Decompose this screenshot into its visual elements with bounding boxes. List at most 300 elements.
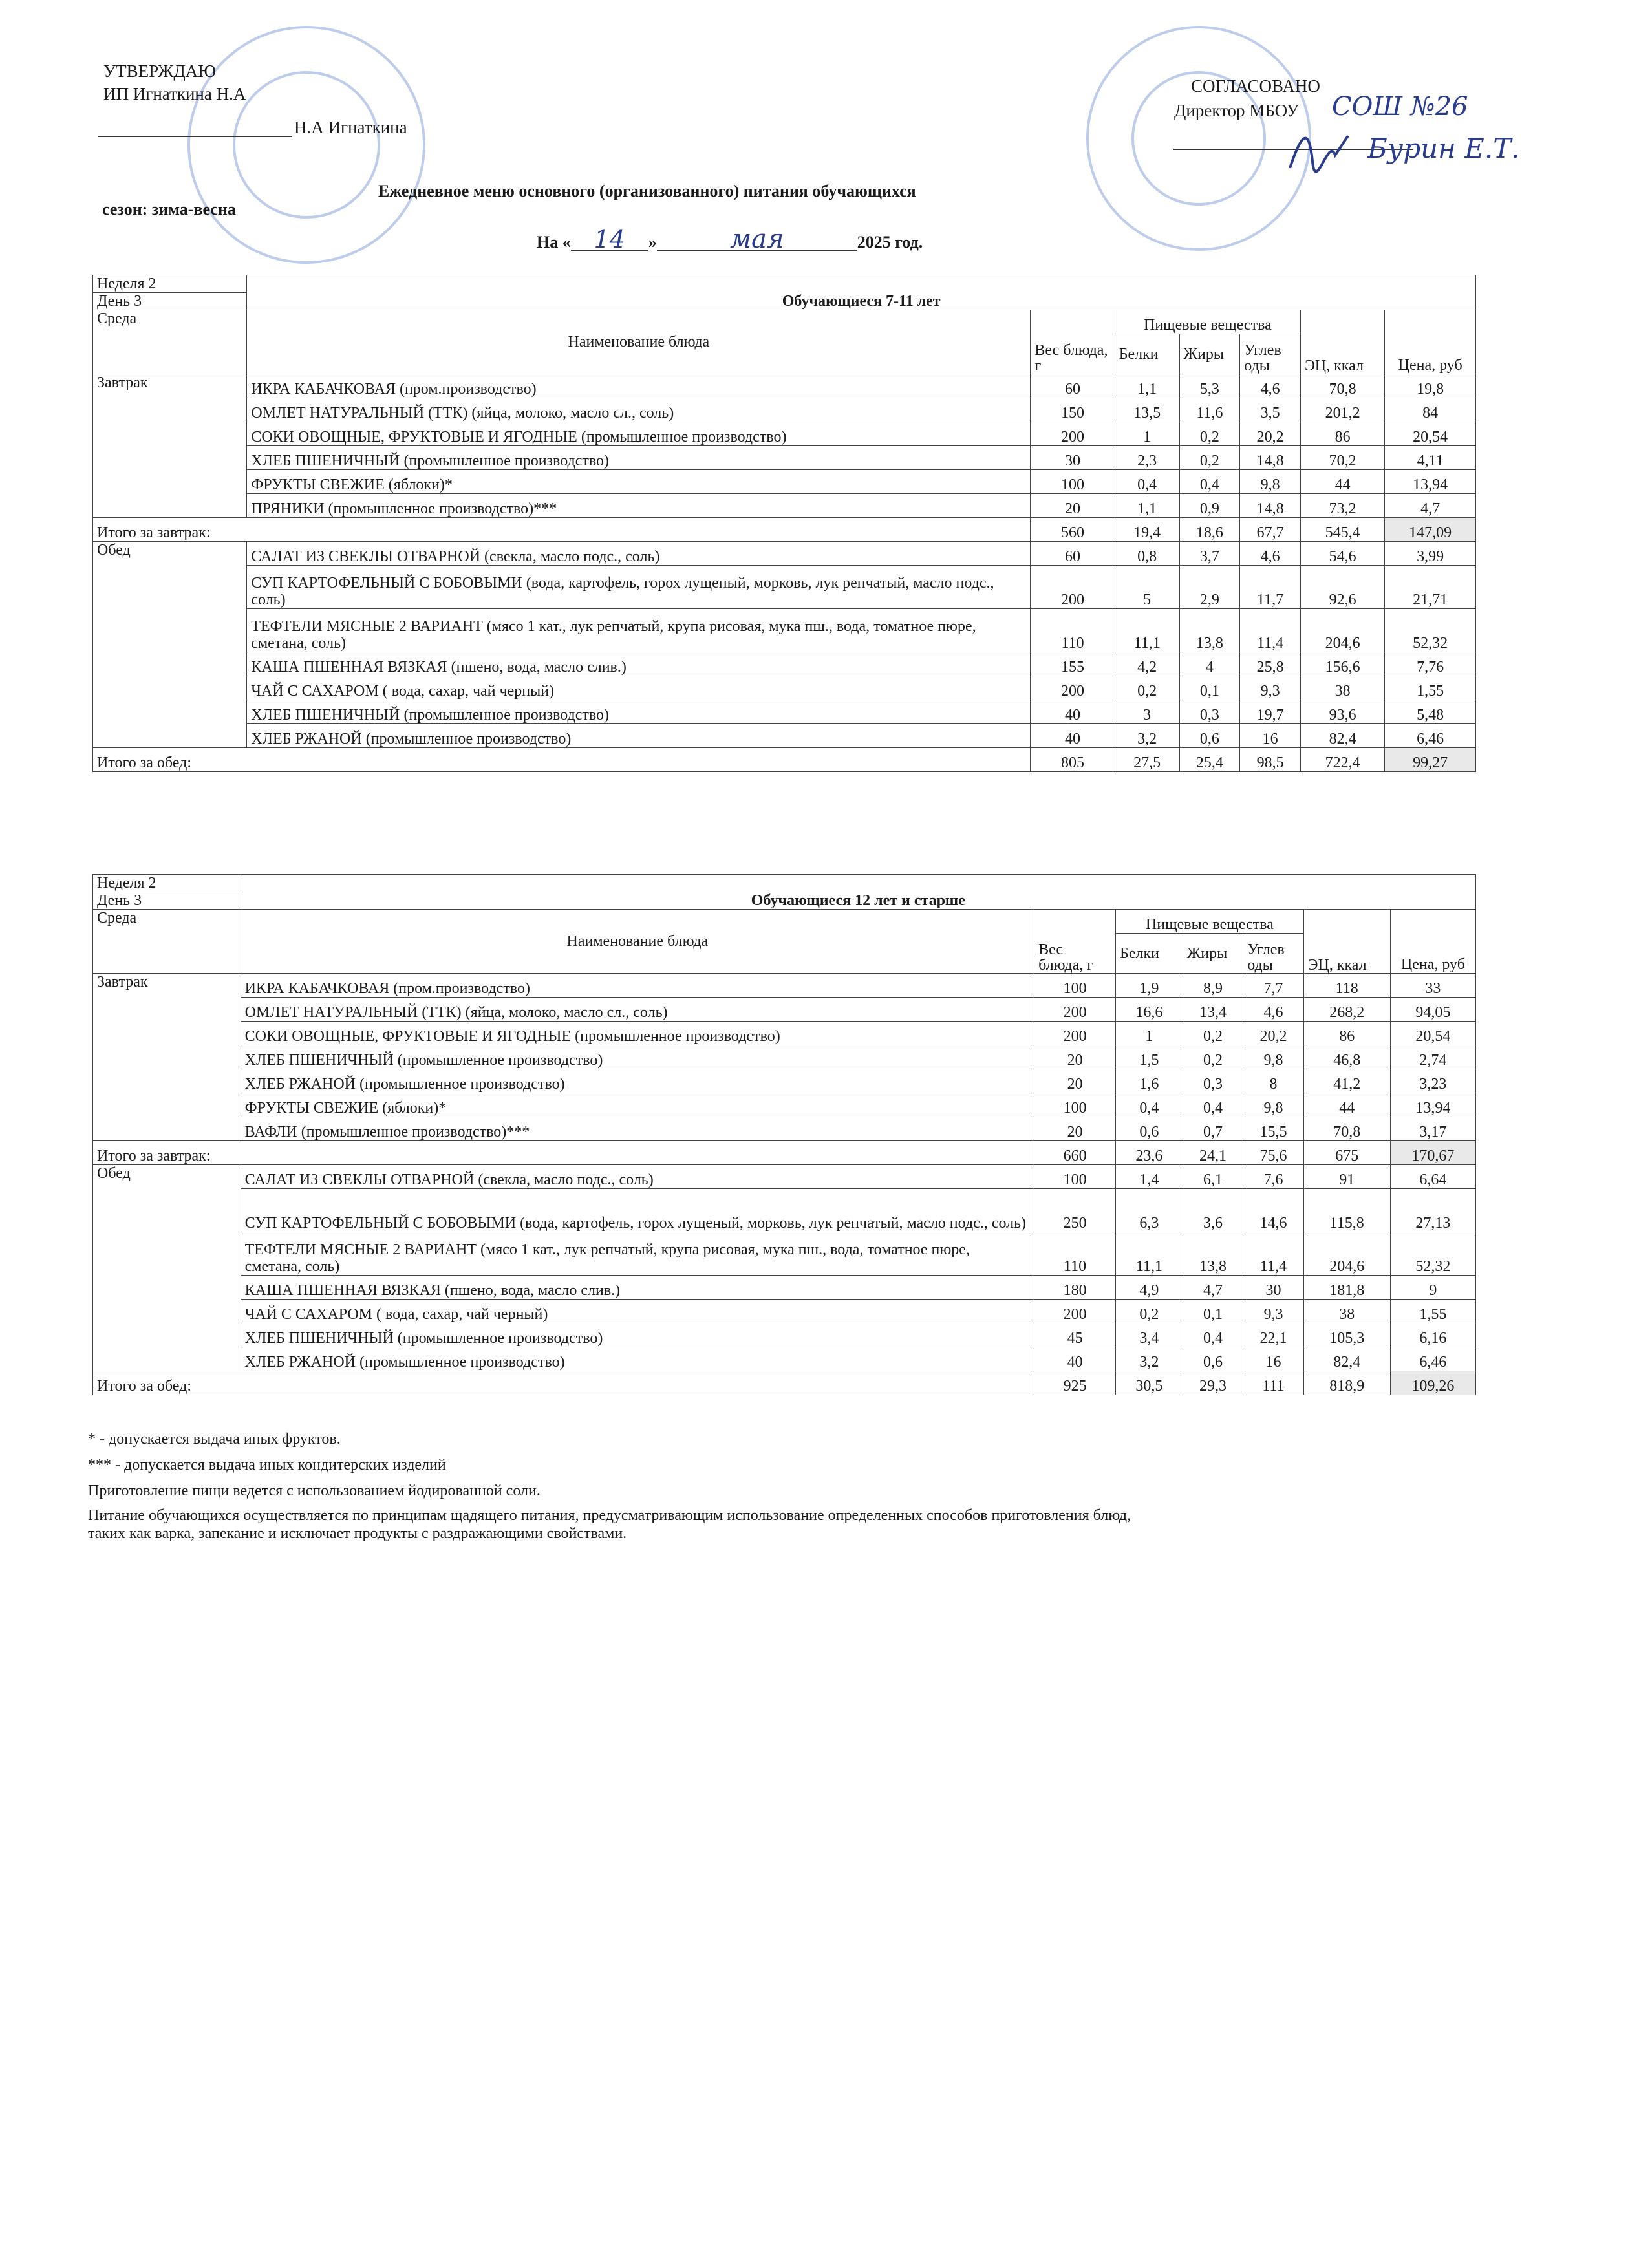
carbs-cell: 8 — [1243, 1069, 1303, 1093]
dish-name: КАША ПШЕННАЯ ВЯЗКАЯ (пшено, вода, масло слив.) — [241, 1276, 1034, 1300]
table-row — [93, 566, 1476, 609]
price-cell: 21,71 — [1385, 566, 1476, 609]
price-cell: 2,74 — [1390, 1045, 1475, 1069]
carbs-cell: 9,8 — [1240, 470, 1301, 494]
total-row — [93, 1371, 1476, 1395]
price-cell: 109,26 — [1390, 1371, 1475, 1395]
price-cell: 20,54 — [1385, 422, 1476, 446]
energy-cell: 82,4 — [1300, 724, 1384, 748]
document-title: Ежедневное меню основного (организованного) питания обучающихся — [378, 182, 916, 200]
weight-cell: 20 — [1034, 1069, 1116, 1093]
protein-cell: 0,6 — [1116, 1117, 1183, 1141]
weight-cell: 200 — [1031, 676, 1115, 700]
fat-cell: 4,7 — [1183, 1276, 1243, 1300]
protein-cell: 16,6 — [1116, 998, 1183, 1022]
protein-cell: 3,2 — [1115, 724, 1179, 748]
group-title: Обучающиеся 7-11 лет — [247, 275, 1476, 310]
carbs-cell: 9,8 — [1243, 1093, 1303, 1117]
weight-cell: 560 — [1031, 518, 1115, 542]
weight-cell: 805 — [1031, 748, 1115, 772]
meal-label: Завтрак — [93, 974, 241, 1141]
agreed-handwritten-name: Бурин Е.Т. — [1367, 133, 1520, 164]
dish-name: СУП КАРТОФЕЛЬНЫЙ С БОБОВЫМИ (вода, картофель, горох лущеный, морковь, лук репчатый, масло подс., соль) — [241, 1189, 1034, 1232]
carbs-cell: 9,3 — [1240, 676, 1301, 700]
energy-cell: 38 — [1303, 1300, 1390, 1323]
agreed-signature — [1283, 123, 1355, 184]
weight-cell: 250 — [1034, 1189, 1116, 1232]
weight-cell: 60 — [1031, 374, 1115, 398]
price-cell: 52,32 — [1385, 609, 1476, 652]
fat-cell: 4 — [1179, 652, 1240, 676]
dish-name: СОКИ ОВОЩНЫЕ, ФРУКТОВЫЕ И ЯГОДНЫЕ (промышленное производство) — [241, 1022, 1034, 1045]
fat-cell: 0,4 — [1179, 470, 1240, 494]
left-stamp-inner — [233, 71, 380, 219]
carbs-cell: 15,5 — [1243, 1117, 1303, 1141]
table-row — [93, 609, 1476, 652]
protein-cell: 3 — [1115, 700, 1179, 724]
weight-cell: 925 — [1034, 1371, 1116, 1395]
table-row — [93, 422, 1476, 446]
carbs-cell: 14,8 — [1240, 494, 1301, 518]
dish-name: КАША ПШЕННАЯ ВЯЗКАЯ (пшено, вода, масло слив.) — [247, 652, 1031, 676]
price-cell: 4,7 — [1385, 494, 1476, 518]
dish-name: СОКИ ОВОЩНЫЕ, ФРУКТОВЫЕ И ЯГОДНЫЕ (промышленное производство) — [247, 422, 1031, 446]
approve-signer: Н.А Игнаткина — [294, 118, 407, 137]
fat-cell: 11,6 — [1179, 398, 1240, 422]
price-cell: 27,13 — [1390, 1189, 1475, 1232]
price-cell: 6,46 — [1390, 1347, 1475, 1371]
fat-cell: 0,4 — [1183, 1093, 1243, 1117]
energy-cell: 41,2 — [1303, 1069, 1390, 1093]
table-row — [93, 652, 1476, 676]
carbs-cell: 19,7 — [1240, 700, 1301, 724]
col-carbs-header: Углев оды — [1240, 334, 1301, 374]
energy-cell: 82,4 — [1303, 1347, 1390, 1371]
col-protein-header: Белки — [1115, 334, 1179, 374]
approve-org: ИП Игнаткина Н.А — [103, 84, 246, 103]
energy-cell: 201,2 — [1300, 398, 1384, 422]
breakfast-rows-12-plus — [93, 974, 1476, 1141]
fat-cell: 8,9 — [1183, 974, 1243, 998]
weight-cell: 100 — [1034, 1165, 1116, 1189]
energy-cell: 115,8 — [1303, 1189, 1390, 1232]
weight-cell: 20 — [1034, 1045, 1116, 1069]
col-name-header: Наименование блюда — [247, 310, 1031, 374]
date-month: мая — [657, 230, 857, 251]
table-row — [93, 1232, 1476, 1276]
price-cell: 147,09 — [1385, 518, 1476, 542]
fat-cell: 24,1 — [1183, 1141, 1243, 1165]
weight-cell: 20 — [1034, 1117, 1116, 1141]
carbs-cell: 16 — [1240, 724, 1301, 748]
price-cell: 19,8 — [1385, 374, 1476, 398]
weight-cell: 110 — [1031, 609, 1115, 652]
energy-cell: 204,6 — [1300, 609, 1384, 652]
lunch-rows-7-11 — [93, 542, 1476, 748]
lunch-rows-12-plus — [93, 1165, 1476, 1371]
protein-cell: 1 — [1115, 422, 1179, 446]
energy-cell: 545,4 — [1300, 518, 1384, 542]
fat-cell: 5,3 — [1179, 374, 1240, 398]
price-cell: 4,11 — [1385, 446, 1476, 470]
table-row — [93, 1323, 1476, 1347]
group-title: Обучающиеся 12 лет и старше — [241, 875, 1475, 910]
fat-cell: 0,2 — [1179, 446, 1240, 470]
agreed-title: СОГЛАСОВАНО — [1191, 76, 1320, 96]
note-confectionery: *** - допускается выдача иных кондитерских изделий — [88, 1457, 446, 1473]
weight-cell: 110 — [1034, 1232, 1116, 1276]
carbs-cell: 11,4 — [1240, 609, 1301, 652]
breakfast-rows-7-11 — [93, 374, 1476, 518]
weight-cell: 180 — [1034, 1276, 1116, 1300]
weight-cell: 40 — [1034, 1347, 1116, 1371]
protein-cell: 0,2 — [1115, 676, 1179, 700]
dish-name: ТЕФТЕЛИ МЯСНЫЕ 2 ВАРИАНТ (мясо 1 кат., лук репчатый, крупа рисовая, мука пш., вода, томатное пюре, сметана, соль) — [241, 1232, 1034, 1276]
energy-cell: 70,8 — [1300, 374, 1384, 398]
fat-cell: 13,8 — [1183, 1232, 1243, 1276]
col-fat-header: Жиры — [1179, 334, 1240, 374]
carbs-cell: 11,4 — [1243, 1232, 1303, 1276]
fat-cell: 0,2 — [1179, 422, 1240, 446]
protein-cell: 27,5 — [1115, 748, 1179, 772]
fat-cell: 0,6 — [1183, 1347, 1243, 1371]
carbs-cell: 4,6 — [1240, 374, 1301, 398]
price-cell: 3,17 — [1390, 1117, 1475, 1141]
dish-name: ХЛЕБ РЖАНОЙ (промышленное производство) — [241, 1069, 1034, 1093]
carbs-cell: 11,7 — [1240, 566, 1301, 609]
weight-cell: 150 — [1031, 398, 1115, 422]
total-label: Итого за обед: — [93, 1371, 1034, 1395]
dish-name: ХЛЕБ ПШЕНИЧНЫЙ (промышленное производство) — [241, 1323, 1034, 1347]
protein-cell: 2,3 — [1115, 446, 1179, 470]
note-iodized-salt: Приготовление пищи ведется с использованием йодированной соли. — [88, 1482, 541, 1499]
fat-cell: 3,6 — [1183, 1189, 1243, 1232]
energy-cell: 268,2 — [1303, 998, 1390, 1022]
total-label: Итого за завтрак: — [93, 1141, 1034, 1165]
carbs-cell: 9,3 — [1243, 1300, 1303, 1323]
table-row — [93, 1189, 1476, 1232]
price-cell: 6,16 — [1390, 1323, 1475, 1347]
energy-cell: 156,6 — [1300, 652, 1384, 676]
weight-cell: 200 — [1034, 998, 1116, 1022]
energy-cell: 70,2 — [1300, 446, 1384, 470]
carbs-cell: 3,5 — [1240, 398, 1301, 422]
protein-cell: 1,5 — [1116, 1045, 1183, 1069]
fat-cell: 25,4 — [1179, 748, 1240, 772]
fat-cell: 18,6 — [1179, 518, 1240, 542]
weight-cell: 200 — [1034, 1300, 1116, 1323]
protein-cell: 0,2 — [1116, 1300, 1183, 1323]
table-row — [93, 974, 1476, 998]
carbs-cell: 14,8 — [1240, 446, 1301, 470]
price-cell: 9 — [1390, 1276, 1475, 1300]
protein-cell: 4,9 — [1116, 1276, 1183, 1300]
protein-cell: 1,9 — [1116, 974, 1183, 998]
fat-cell: 6,1 — [1183, 1165, 1243, 1189]
energy-cell: 818,9 — [1303, 1371, 1390, 1395]
carbs-cell: 75,6 — [1243, 1141, 1303, 1165]
energy-cell: 118 — [1303, 974, 1390, 998]
dish-name: ИКРА КАБАЧКОВАЯ (пром.производство) — [247, 374, 1031, 398]
table-row — [93, 1022, 1476, 1045]
dish-name: ОМЛЕТ НАТУРАЛЬНЫЙ (ТТК) (яйца, молоко, масло сл., соль) — [247, 398, 1031, 422]
fat-cell: 0,7 — [1183, 1117, 1243, 1141]
protein-cell: 1 — [1116, 1022, 1183, 1045]
table-row — [93, 1165, 1476, 1189]
table-row — [93, 1276, 1476, 1300]
fat-cell: 0,2 — [1183, 1022, 1243, 1045]
price-cell: 7,76 — [1385, 652, 1476, 676]
menu-table-7-11 — [92, 275, 1476, 772]
protein-cell: 11,1 — [1116, 1232, 1183, 1276]
carbs-cell: 16 — [1243, 1347, 1303, 1371]
fat-cell: 13,4 — [1183, 998, 1243, 1022]
week-label: Неделя 2 — [93, 875, 241, 892]
fat-cell: 13,8 — [1179, 609, 1240, 652]
dish-name: ХЛЕБ ПШЕНИЧНЫЙ (промышленное производство) — [247, 446, 1031, 470]
table-row — [93, 398, 1476, 422]
weight-cell: 100 — [1031, 470, 1115, 494]
note-gentle-diet: Питание обучающихся осуществляется по принципам щадящего питания, предусматривающим использование определенных способов приготовления блюд, — [88, 1507, 1131, 1524]
table-row — [93, 1069, 1476, 1093]
price-cell: 20,54 — [1390, 1022, 1475, 1045]
table-row — [93, 700, 1476, 724]
dish-name: ФРУКТЫ СВЕЖИЕ (яблоки)* — [241, 1093, 1034, 1117]
table-row — [93, 470, 1476, 494]
fat-cell: 29,3 — [1183, 1371, 1243, 1395]
energy-cell: 86 — [1303, 1022, 1390, 1045]
dish-name: ЧАЙ С САХАРОМ ( вода, сахар, чай черный) — [241, 1300, 1034, 1323]
price-cell: 3,99 — [1385, 542, 1476, 566]
dish-name: САЛАТ ИЗ СВЕКЛЫ ОТВАРНОЙ (свекла, масло подс., соль) — [247, 542, 1031, 566]
energy-cell: 105,3 — [1303, 1323, 1390, 1347]
protein-cell: 30,5 — [1116, 1371, 1183, 1395]
weight-cell: 100 — [1034, 1093, 1116, 1117]
menu-table-12-plus — [92, 874, 1476, 1395]
meal-label: Обед — [93, 542, 247, 748]
col-energy-header: ЭЦ, ккал — [1303, 910, 1390, 974]
dish-name: ВАФЛИ (промышленное производство)*** — [241, 1117, 1034, 1141]
note-fruits: * - допускается выдача иных фруктов. — [88, 1431, 341, 1448]
protein-cell: 5 — [1115, 566, 1179, 609]
date-day: 14 — [571, 230, 648, 251]
energy-cell: 38 — [1300, 676, 1384, 700]
table-row — [93, 446, 1476, 470]
table-row — [93, 1347, 1476, 1371]
protein-cell: 1,1 — [1115, 494, 1179, 518]
weekday-label: Среда — [93, 910, 241, 974]
table-row — [93, 1117, 1476, 1141]
col-carbs-header: Углев оды — [1243, 934, 1303, 974]
energy-cell: 70,8 — [1303, 1117, 1390, 1141]
season-label: сезон: зима-весна — [102, 200, 236, 219]
total-label: Итого за обед: — [93, 748, 1031, 772]
carbs-cell: 4,6 — [1240, 542, 1301, 566]
col-weight-header: Вес блюда, г — [1031, 310, 1115, 374]
dish-name: СУП КАРТОФЕЛЬНЫЙ С БОБОВЫМИ (вода, картофель, горох лущеный, морковь, лук репчатый, масло подс., соль) — [247, 566, 1031, 609]
protein-cell: 0,4 — [1116, 1093, 1183, 1117]
dish-name: ОМЛЕТ НАТУРАЛЬНЫЙ (ТТК) (яйца, молоко, масло сл., соль) — [241, 998, 1034, 1022]
protein-cell: 3,2 — [1116, 1347, 1183, 1371]
dish-name: ХЛЕБ ПШЕНИЧНЫЙ (промышленное производство) — [241, 1045, 1034, 1069]
energy-cell: 204,6 — [1303, 1232, 1390, 1276]
price-cell: 99,27 — [1385, 748, 1476, 772]
dish-name: ФРУКТЫ СВЕЖИЕ (яблоки)* — [247, 470, 1031, 494]
weight-cell: 100 — [1034, 974, 1116, 998]
price-cell: 13,94 — [1385, 470, 1476, 494]
protein-cell: 23,6 — [1116, 1141, 1183, 1165]
fat-cell: 0,6 — [1179, 724, 1240, 748]
protein-cell: 13,5 — [1115, 398, 1179, 422]
price-cell: 13,94 — [1390, 1093, 1475, 1117]
fat-cell: 0,1 — [1179, 676, 1240, 700]
col-fat-header: Жиры — [1183, 934, 1243, 974]
energy-cell: 93,6 — [1300, 700, 1384, 724]
protein-cell: 3,4 — [1116, 1323, 1183, 1347]
day-label: День 3 — [93, 892, 241, 910]
weight-cell: 660 — [1034, 1141, 1116, 1165]
price-cell: 1,55 — [1390, 1300, 1475, 1323]
col-price-header: Цена, руб — [1390, 910, 1475, 974]
carbs-cell: 30 — [1243, 1276, 1303, 1300]
fat-cell: 3,7 — [1179, 542, 1240, 566]
table-row — [93, 1093, 1476, 1117]
protein-cell: 1,6 — [1116, 1069, 1183, 1093]
dish-name: ИКРА КАБАЧКОВАЯ (пром.производство) — [241, 974, 1034, 998]
carbs-cell: 20,2 — [1240, 422, 1301, 446]
date-line — [537, 224, 923, 254]
price-cell: 52,32 — [1390, 1232, 1475, 1276]
breakfast-total-12-plus — [93, 1141, 1476, 1165]
col-nutrients-header: Пищевые вещества — [1116, 910, 1304, 934]
dish-name: ХЛЕБ РЖАНОЙ (промышленное производство) — [247, 724, 1031, 748]
dish-name: ХЛЕБ ПШЕНИЧНЫЙ (промышленное производство) — [247, 700, 1031, 724]
carbs-cell: 67,7 — [1240, 518, 1301, 542]
weight-cell: 20 — [1031, 494, 1115, 518]
protein-cell: 1,1 — [1115, 374, 1179, 398]
breakfast-total-7-11 — [93, 518, 1476, 542]
table-row — [93, 374, 1476, 398]
weight-cell: 45 — [1034, 1323, 1116, 1347]
energy-cell: 181,8 — [1303, 1276, 1390, 1300]
fat-cell: 0,9 — [1179, 494, 1240, 518]
energy-cell: 92,6 — [1300, 566, 1384, 609]
protein-cell: 4,2 — [1115, 652, 1179, 676]
weight-cell: 155 — [1031, 652, 1115, 676]
agreed-position: Директор МБОУ — [1174, 101, 1299, 120]
table-row — [93, 676, 1476, 700]
price-cell: 94,05 — [1390, 998, 1475, 1022]
total-row — [93, 748, 1476, 772]
price-cell: 1,55 — [1385, 676, 1476, 700]
week-label: Неделя 2 — [93, 275, 247, 293]
carbs-cell: 4,6 — [1243, 998, 1303, 1022]
table-row — [93, 494, 1476, 518]
fat-cell: 0,2 — [1183, 1045, 1243, 1069]
fat-cell: 0,1 — [1183, 1300, 1243, 1323]
carbs-cell: 14,6 — [1243, 1189, 1303, 1232]
date-mid: » — [648, 233, 657, 251]
table-row — [93, 998, 1476, 1022]
col-protein-header: Белки — [1116, 934, 1183, 974]
col-nutrients-header: Пищевые вещества — [1115, 310, 1300, 334]
fat-cell: 2,9 — [1179, 566, 1240, 609]
energy-cell: 675 — [1303, 1141, 1390, 1165]
table-row — [93, 1045, 1476, 1069]
col-energy-header: ЭЦ, ккал — [1300, 310, 1384, 374]
agreed-handwritten-org: СОШ №26 — [1332, 92, 1468, 122]
table-row — [93, 724, 1476, 748]
weight-cell: 200 — [1031, 566, 1115, 609]
total-row — [93, 518, 1476, 542]
price-cell: 6,64 — [1390, 1165, 1475, 1189]
protein-cell: 1,4 — [1116, 1165, 1183, 1189]
weekday-label: Среда — [93, 310, 247, 374]
meal-label: Обед — [93, 1165, 241, 1371]
dish-name: ЧАЙ С САХАРОМ ( вода, сахар, чай черный) — [247, 676, 1031, 700]
col-weight-header: Вес блюда, г — [1034, 910, 1116, 974]
weight-cell: 40 — [1031, 724, 1115, 748]
carbs-cell: 20,2 — [1243, 1022, 1303, 1045]
price-cell: 6,46 — [1385, 724, 1476, 748]
dish-name: ХЛЕБ РЖАНОЙ (промышленное производство) — [241, 1347, 1034, 1371]
approve-title: УТВЕРЖДАЮ — [103, 61, 217, 81]
energy-cell: 54,6 — [1300, 542, 1384, 566]
protein-cell: 19,4 — [1115, 518, 1179, 542]
total-label: Итого за завтрак: — [93, 518, 1031, 542]
day-label: День 3 — [93, 293, 247, 310]
dish-name: ПРЯНИКИ (промышленное производство)*** — [247, 494, 1031, 518]
energy-cell: 86 — [1300, 422, 1384, 446]
carbs-cell: 98,5 — [1240, 748, 1301, 772]
dish-name: ТЕФТЕЛИ МЯСНЫЕ 2 ВАРИАНТ (мясо 1 кат., лук репчатый, крупа рисовая, мука пш., вода, томатное пюре, сметана, соль) — [247, 609, 1031, 652]
weight-cell: 30 — [1031, 446, 1115, 470]
weight-cell: 200 — [1034, 1022, 1116, 1045]
weight-cell: 40 — [1031, 700, 1115, 724]
energy-cell: 722,4 — [1300, 748, 1384, 772]
table-row — [93, 542, 1476, 566]
date-prefix: На « — [537, 233, 571, 251]
approve-signature-line — [98, 136, 292, 137]
carbs-cell: 9,8 — [1243, 1045, 1303, 1069]
fat-cell: 0,3 — [1183, 1069, 1243, 1093]
dish-name: САЛАТ ИЗ СВЕКЛЫ ОТВАРНОЙ (свекла, масло подс., соль) — [241, 1165, 1034, 1189]
carbs-cell: 25,8 — [1240, 652, 1301, 676]
energy-cell: 46,8 — [1303, 1045, 1390, 1069]
carbs-cell: 111 — [1243, 1371, 1303, 1395]
col-name-header: Наименование блюда — [241, 910, 1034, 974]
protein-cell: 0,4 — [1115, 470, 1179, 494]
lunch-total-12-plus — [93, 1371, 1476, 1395]
price-cell: 3,23 — [1390, 1069, 1475, 1093]
protein-cell: 6,3 — [1116, 1189, 1183, 1232]
protein-cell: 0,8 — [1115, 542, 1179, 566]
date-suffix: 2025 год. — [857, 233, 923, 251]
weight-cell: 60 — [1031, 542, 1115, 566]
price-cell: 5,48 — [1385, 700, 1476, 724]
price-cell: 84 — [1385, 398, 1476, 422]
price-cell: 33 — [1390, 974, 1475, 998]
protein-cell: 11,1 — [1115, 609, 1179, 652]
carbs-cell: 7,6 — [1243, 1165, 1303, 1189]
meal-label: Завтрак — [93, 374, 247, 518]
table-row — [93, 1300, 1476, 1323]
energy-cell: 73,2 — [1300, 494, 1384, 518]
energy-cell: 44 — [1300, 470, 1384, 494]
weight-cell: 200 — [1031, 422, 1115, 446]
col-price-header: Цена, руб — [1385, 310, 1476, 374]
energy-cell: 44 — [1303, 1093, 1390, 1117]
